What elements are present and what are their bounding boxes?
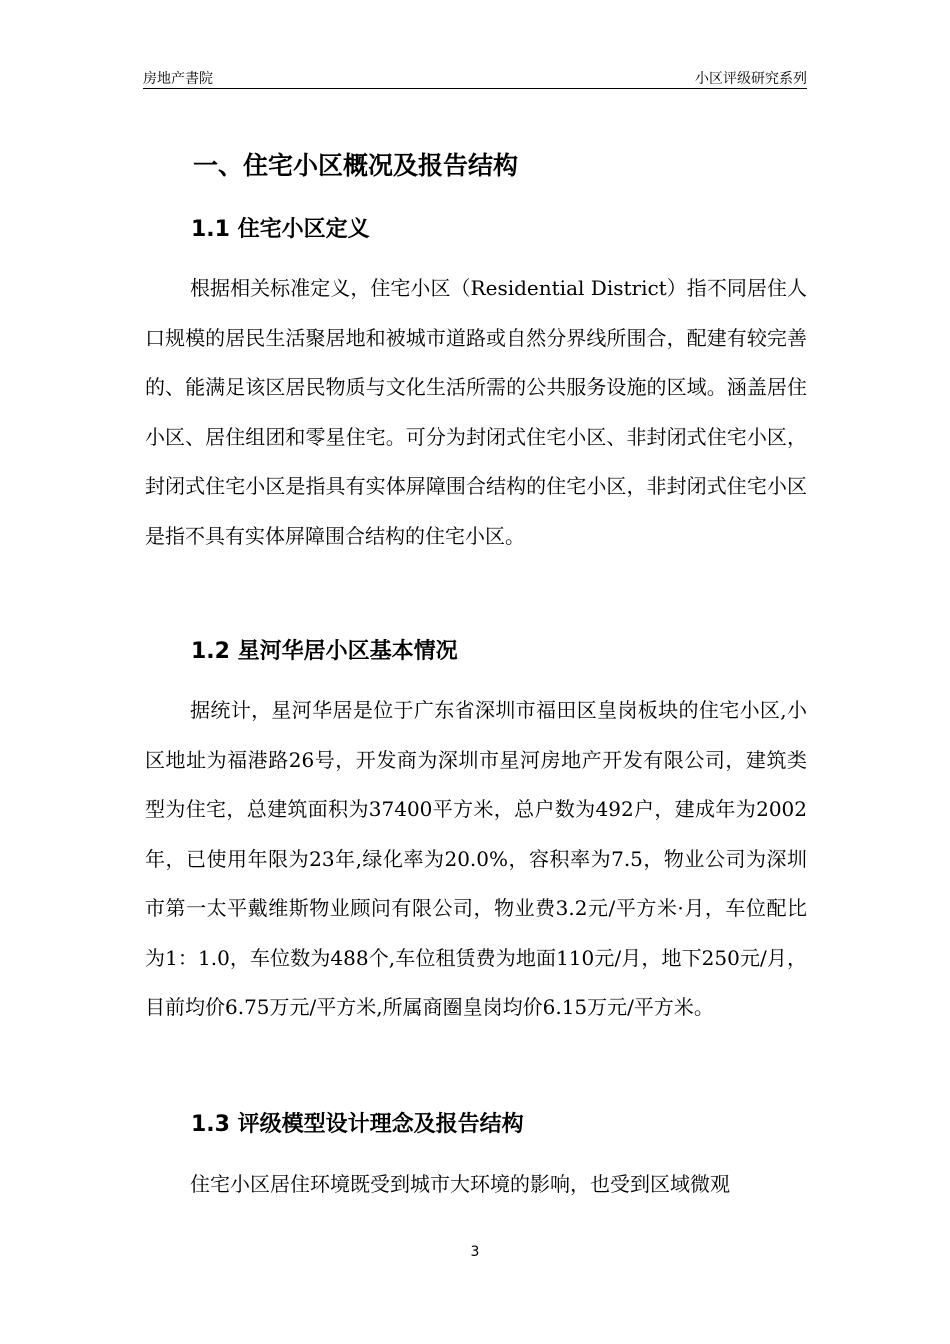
section-paragraph-1-2: 据统计，星河华居是位于广东省深圳市福田区皇岗板块的住宅小区,小区地址为福港路26号，开发商为深圳市星河房地产开发有限公司，建筑类型为住宅，总建筑面积为37400平方米，总户数为492户，建成年为2002年，已使用年限为23年,绿化率为20.0%，容积率为7.5，物业公司为深圳市第一太平戴维斯物业顾问有限公司，物业费3.2元/平方米·月，车位配比为1：1.0，车位数为488个,车位租赁费为地面110元/月，地下250元/月，目前均价6.75万元/平方米,所属商圈皇岗均价6.15万元/平方米。 bbox=[145, 698, 807, 1019]
page-number: 3 bbox=[470, 1244, 480, 1260]
section-paragraph-1-3: 住宅小区居住环境既受到城市大环境的影响，也受到区域微观 bbox=[190, 1172, 730, 1196]
section-heading-1-3: 1.3 评级模型设计理念及报告结构 bbox=[191, 1112, 524, 1137]
header-series-title: 小区评级研究系列 bbox=[695, 71, 807, 87]
section-paragraph-1-1: 根据相关标准定义，住宅小区（Residential District）指不同居住人口规模的居民生活聚居地和被城市道路或自然分界线所围合，配建有较完善的、能满足该区居民物质与文化生活所需的公共服务设施的区域。涵盖居住小区、居住组团和零星住宅。可分为封闭式住宅小区、非封闭式住宅小区，封闭式住宅小区是指具有实体屏障围合结构的住宅小区，非封闭式住宅小区是指不具有实体屏障围合结构的住宅小区。 bbox=[145, 276, 807, 548]
section-heading-1-2: 1.2 星河华居小区基本情况 bbox=[191, 639, 458, 664]
page-header bbox=[143, 64, 807, 89]
section-heading-1-1: 1.1 住宅小区定义 bbox=[191, 217, 370, 242]
chapter-title: 一、住宅小区概况及报告结构 bbox=[193, 151, 519, 180]
header-publisher: 房地产書院 bbox=[143, 71, 213, 87]
